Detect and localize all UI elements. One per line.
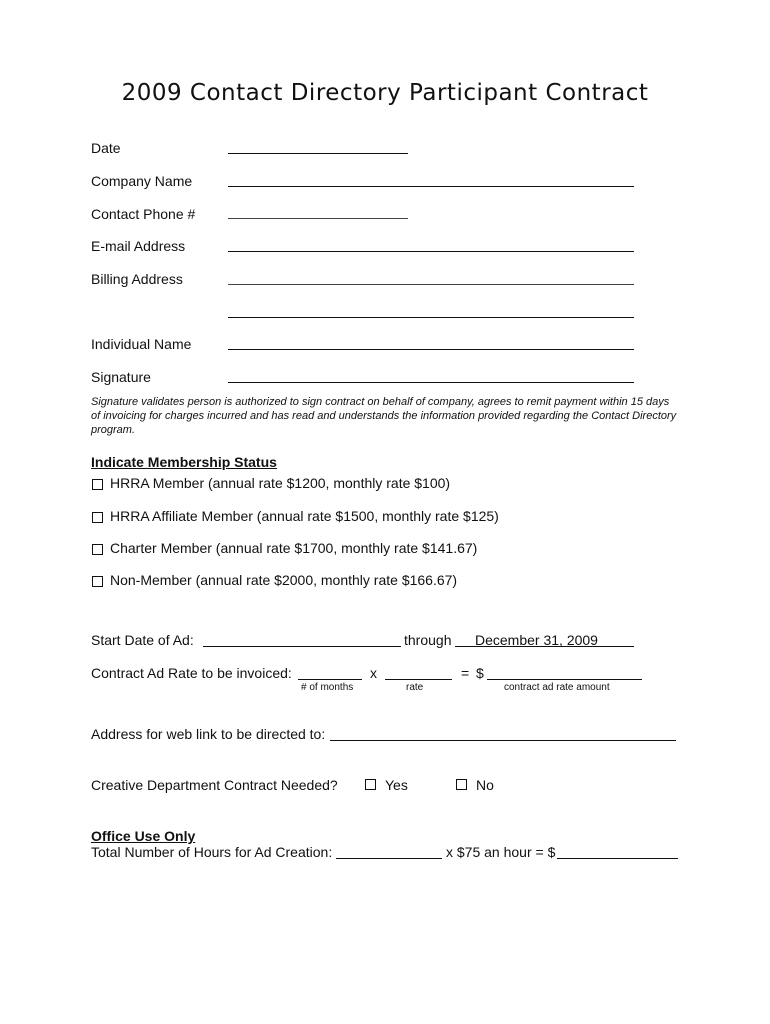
yes-checkbox[interactable] bbox=[365, 779, 376, 790]
times-sign: x bbox=[370, 665, 377, 681]
contact-phone-label: Contact Phone # bbox=[91, 206, 196, 222]
individual-name-label: Individual Name bbox=[91, 336, 192, 352]
signature-label: Signature bbox=[91, 369, 151, 385]
signature-field[interactable] bbox=[228, 382, 634, 383]
billing-address-field-2[interactable] bbox=[228, 317, 634, 318]
contact-phone-field[interactable] bbox=[228, 218, 408, 219]
company-name-label: Company Name bbox=[91, 173, 193, 189]
date-field[interactable] bbox=[228, 153, 408, 154]
months-caption: # of months bbox=[301, 682, 354, 693]
non-member-label: Non-Member (annual rate $2000, monthly rate $166.67) bbox=[110, 572, 458, 588]
hrra-affiliate-label: HRRA Affiliate Member (annual rate $1500, monthly rate $125) bbox=[110, 508, 499, 524]
web-link-label: Address for web link to be directed to: bbox=[91, 726, 326, 742]
web-link-field[interactable] bbox=[330, 740, 676, 741]
amount-field[interactable] bbox=[487, 679, 642, 680]
email-label: E-mail Address bbox=[91, 238, 186, 254]
start-date-label: Start Date of Ad: bbox=[91, 632, 194, 648]
amount-caption: contract ad rate amount bbox=[504, 682, 610, 693]
charter-member-label: Charter Member (annual rate $1700, monthly rate $141.67) bbox=[110, 540, 478, 556]
no-label: No bbox=[476, 777, 494, 793]
start-date-field[interactable] bbox=[203, 646, 401, 647]
no-checkbox[interactable] bbox=[456, 779, 467, 790]
rate-field[interactable] bbox=[385, 679, 452, 680]
hours-field[interactable] bbox=[336, 858, 442, 859]
hours-amount-field[interactable] bbox=[557, 858, 678, 859]
office-use-heading: Office Use Only bbox=[91, 828, 196, 844]
months-field[interactable] bbox=[298, 679, 362, 680]
through-label: through bbox=[404, 632, 452, 648]
hours-label: Total Number of Hours for Ad Creation: bbox=[91, 844, 333, 860]
equals-sign: = bbox=[461, 665, 470, 681]
hrra-member-checkbox[interactable] bbox=[92, 479, 103, 490]
end-date-value: December 31, 2009 bbox=[475, 632, 598, 648]
non-member-checkbox[interactable] bbox=[92, 576, 103, 587]
hrra-affiliate-checkbox[interactable] bbox=[92, 512, 103, 523]
billing-address-field-1[interactable] bbox=[228, 284, 634, 285]
ad-rate-label: Contract Ad Rate to be invoiced: bbox=[91, 665, 292, 681]
dollar-sign: $ bbox=[476, 665, 484, 681]
hour-rate-label: x $75 an hour = $ bbox=[446, 844, 556, 860]
signature-note: Signature validates person is authorized to sign contract on behalf of company, agrees to remit payment within 15 days of invoicing for charges incurred and has read and understands the information provided regarding the Contact Directory program. bbox=[91, 396, 677, 436]
charter-member-checkbox[interactable] bbox=[92, 544, 103, 555]
yes-label: Yes bbox=[385, 777, 408, 793]
membership-heading: Indicate Membership Status bbox=[91, 454, 277, 470]
date-label: Date bbox=[91, 140, 121, 156]
company-name-field[interactable] bbox=[228, 186, 634, 187]
creative-contract-label: Creative Department Contract Needed? bbox=[91, 777, 338, 793]
hrra-member-label: HRRA Member (annual rate $1200, monthly rate $100) bbox=[110, 475, 451, 491]
rate-caption: rate bbox=[406, 682, 424, 693]
billing-address-label: Billing Address bbox=[91, 271, 183, 287]
individual-name-field[interactable] bbox=[228, 349, 634, 350]
email-field[interactable] bbox=[228, 251, 634, 252]
page-title: 2009 Contact Directory Participant Contract bbox=[121, 80, 649, 106]
